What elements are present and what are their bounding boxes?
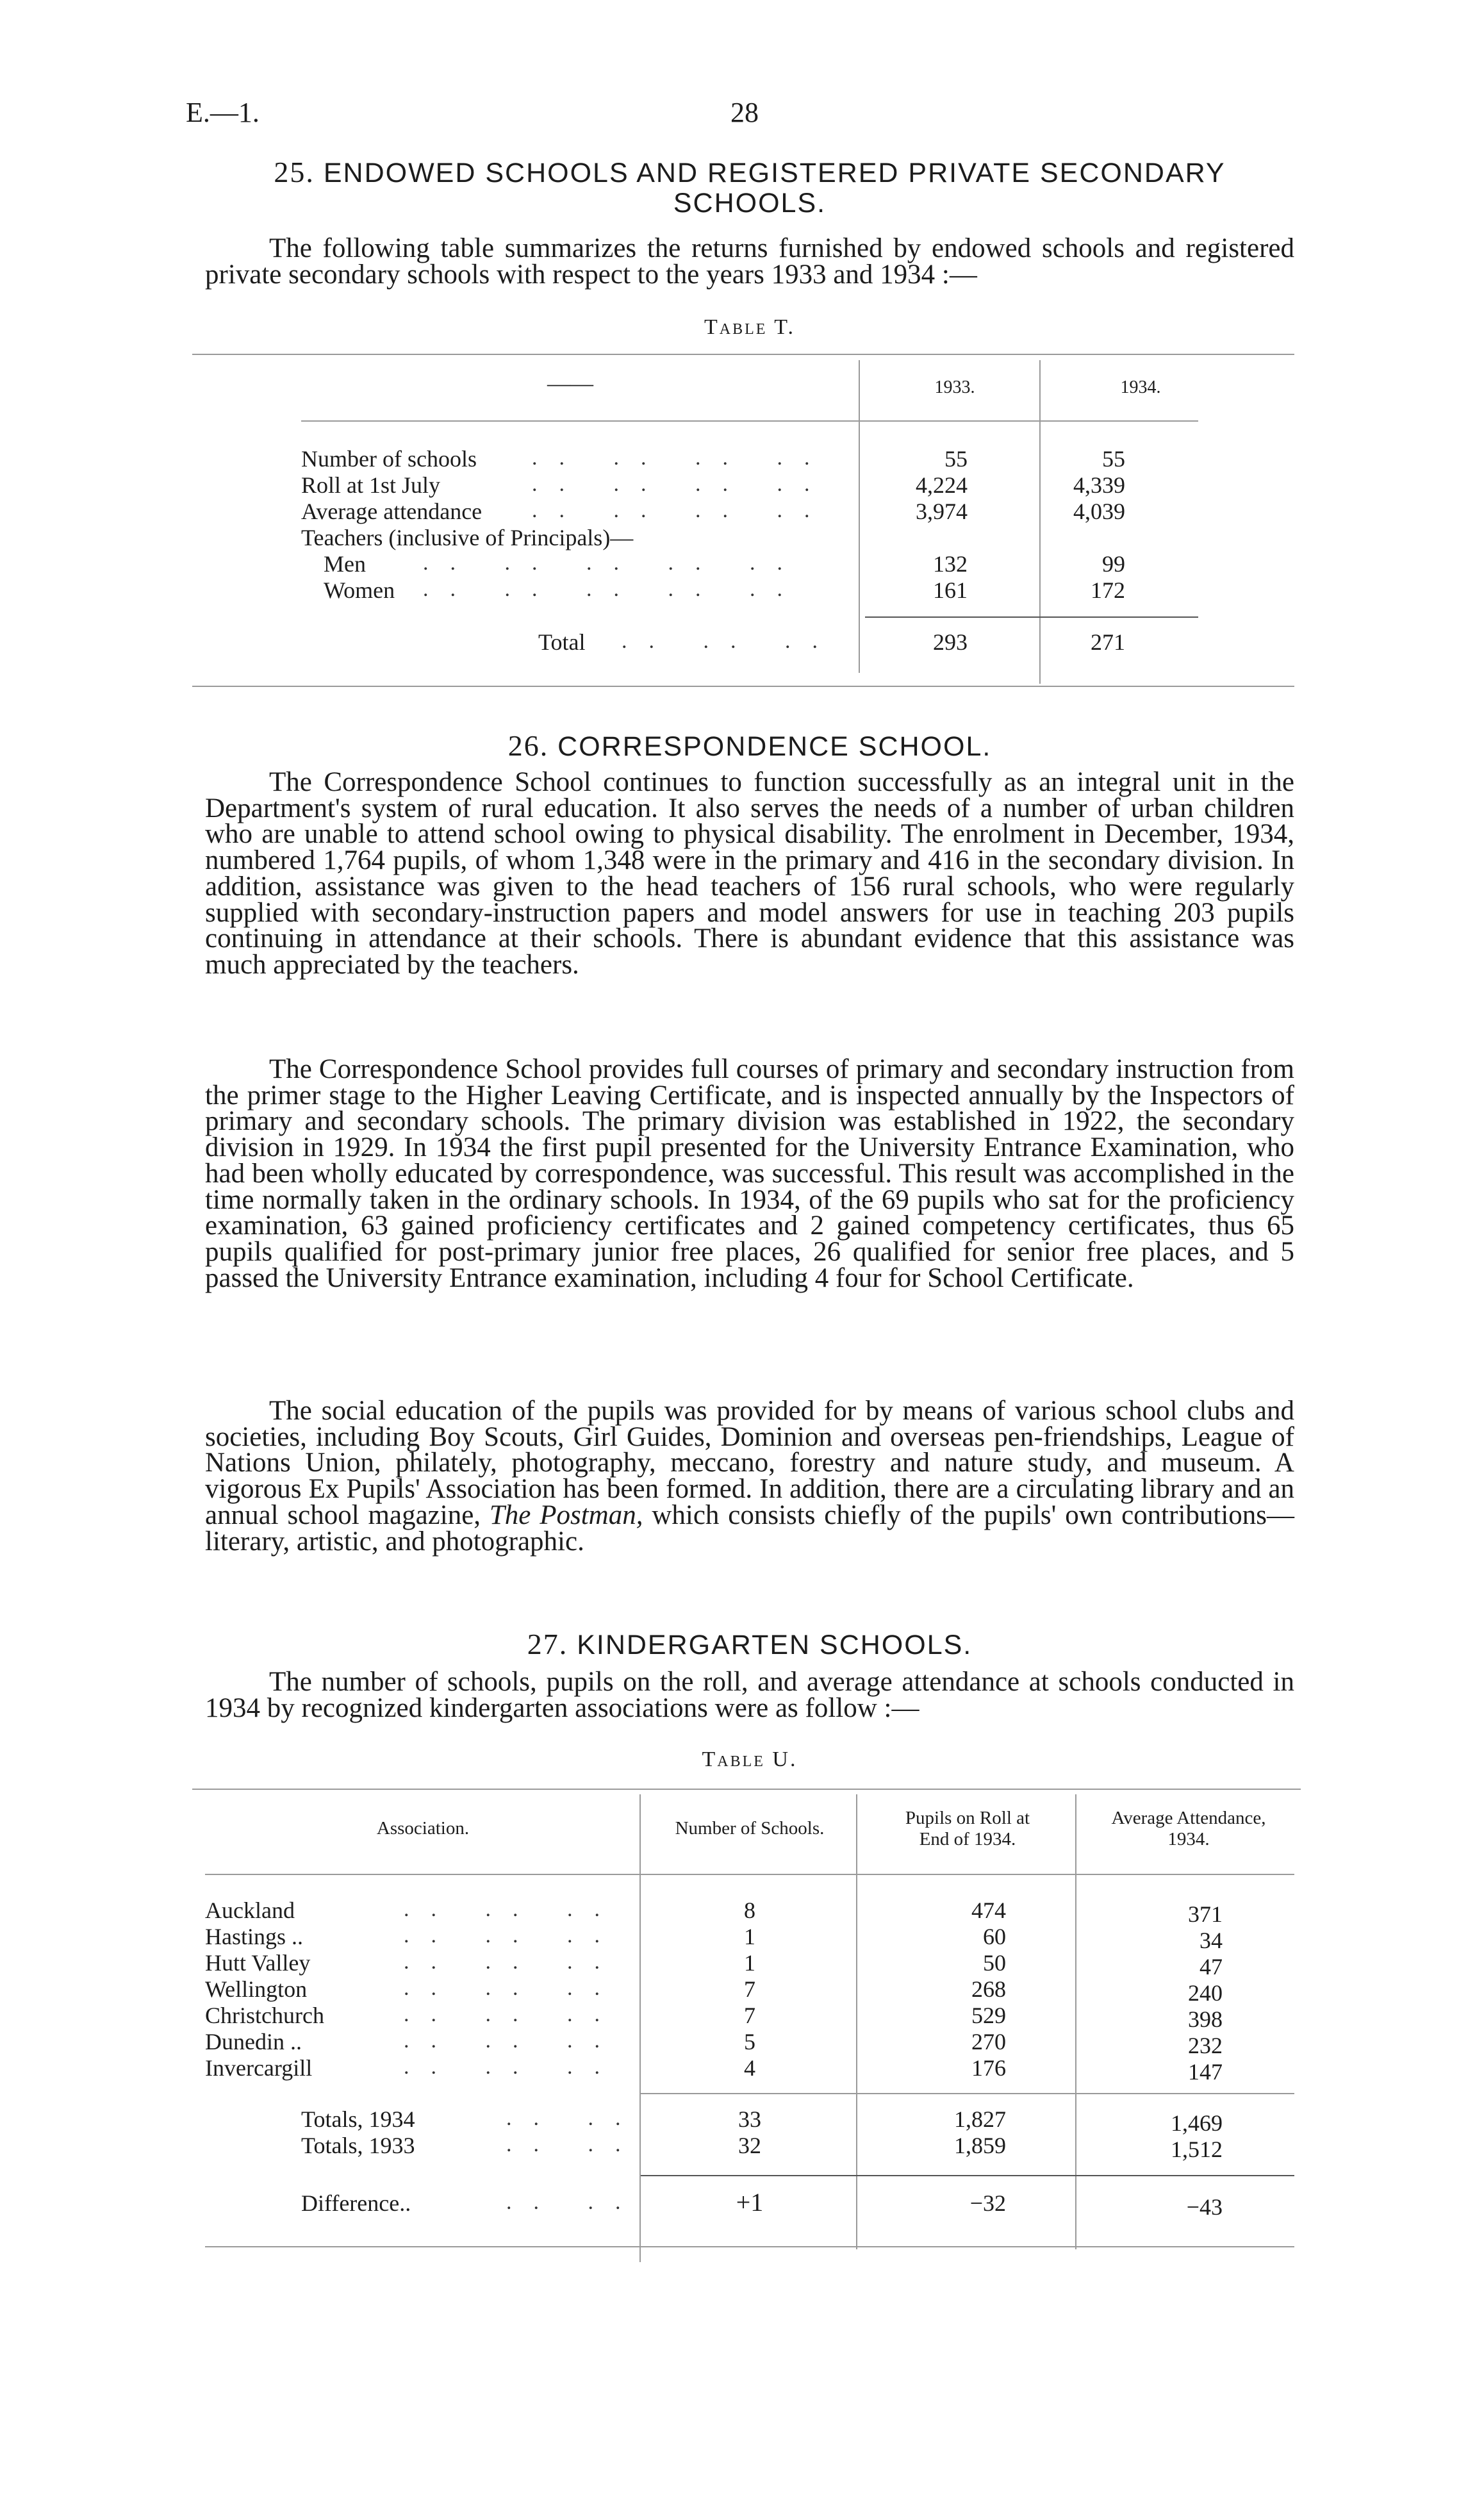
table-u-cell: 7 [744,2003,755,2028]
table-u-cell: 147 [1188,2059,1223,2085]
table-t-col-1933-header: 1933. [934,377,975,397]
page-number: 28 [730,97,759,128]
table-u-association-name: Hastings .. [205,1924,303,1949]
section-26-paragraph-1: The Correspondence School continues to function successfully as an integral unit in the Department's system of rural education. It also serves the needs of a number of urban children who are unable to attend school owing to physical disability. The enrolment in December, 1934, numbered 1,764 pupils, of whom 1,348 were in the primary and 416 in the secondary division. In addition, assistance was given to the head teachers of 156 rural schools, who were regularly supplied with secondary-instruction papers and model answers for use in teaching 203 pupils continuing in attendance at their schools. There is abundant evidence that this assistance was much appreciated by the teachers. [205,767,1294,980]
table-u-cell: 270 [971,2029,1006,2054]
table-t-row-label: Women [324,577,395,603]
table-t-cell: 55 [944,446,968,472]
table-u-cell: 4 [744,2055,755,2081]
table-u-cell: 47 [1200,1954,1223,1980]
table-u-cell: 33 [738,2106,761,2132]
table-t-total-label: Total [538,629,586,655]
section-26-paragraph-2: The Correspondence School provides full courses of primary and secondary instruction from the primer stage to the Higher Leaving Certificate, and is inspected annually by the Inspectors of primary and secondary schools. The primary division was established in 1922, the secondary division in 1929. In 1934 the first pupil presented for the University Entrance Examination, who had been wholly educated by correspondence, was successful. This result was accomplished in the time normally taken in the ordinary schools. In 1934, of the 69 pupils who sat for the proficiency examination, 63 gained proficiency certificates and 2 gained competency certificates, thus 65 pupils qualified for post-primary junior free places, 26 qualified for senior free places, and 5 passed the University Entrance examination, including 4 four for School Certificate. [205,1054,1294,1293]
table-u-col-schools-header: Number of Schools. [675,1818,825,1839]
table-t-row-label: Teachers (inclusive of Principals)— [301,525,634,550]
table-u-cell: 529 [971,2003,1006,2028]
table-u-association-name: Hutt Valley [205,1950,311,1976]
section-25-number: 25. [274,156,315,188]
section-26-title: CORRESPONDENCE SCHOOL. [557,731,992,762]
section-25-title-line2: SCHOOLS. [673,188,827,219]
table-u-cell: 60 [983,1924,1006,1949]
table-u-cell: 50 [983,1950,1006,1976]
table-u-cell: 398 [1188,2006,1223,2032]
table-u-cell: −32 [969,2190,1006,2216]
table-t-caption: Table T. [704,315,796,339]
section-27-intro: The number of schools, pupils on the roll, and average attendance at schools conducted in 1934 by recognized kindergarten associations were as follow :— [205,1667,1294,1723]
section-26-number: 26. [507,729,549,762]
table-u-association-name: Invercargill [205,2055,313,2081]
table-u-totals-1933-label: Totals, 1933 [301,2133,415,2158]
table-u-totals-1934-label: Totals, 1934 [301,2106,415,2132]
table-u-cell: 1 [744,1924,755,1949]
table-t-col-1934-header: 1934. [1120,377,1161,397]
table-t-cell: 161 [933,577,968,603]
magazine-title: The Postman, [489,1500,643,1530]
section-25-title-line1: ENDOWED SCHOOLS AND REGISTERED PRIVATE SECONDARY [323,158,1226,188]
section-26-paragraph-3: The social education of the pupils was provided for by means of various school clubs and societies, including Boy Scouts, Girl Guides, Dominion and overseas pen-friendships, League of Nations Union, philately, photography, meccano, forestry and nature study, and museum. A vigorous Ex Pupils' Association has been formed. In addition, there are a circulating library and an annual school magazine, The Postman, which consists chiefly of the pupils' own contributions—literary, artistic, and photographic. [205,1396,1295,1557]
table-u-caption: Table U. [702,1748,798,1771]
table-t-cell: 3,974 [916,499,968,524]
table-u-association-name: Auckland [205,1897,295,1923]
series-code: E.—1. [186,97,260,128]
table-u-difference-label: Difference.. [301,2190,411,2216]
table-u-cell: 32 [738,2133,761,2158]
section-27-title: KINDERGARTEN SCHOOLS. [577,1630,973,1660]
table-t-cell: 4,224 [916,472,968,498]
table-u-association-name: Christchurch [205,2003,324,2028]
table-u-cell: 5 [744,2029,755,2054]
table-t-cell: 55 [1102,446,1125,472]
table-u-cell: 1,469 [1171,2110,1223,2136]
table-t-cell: 4,339 [1073,472,1125,498]
table-u-cell: 1,827 [954,2106,1006,2132]
table-u-cell: 1 [744,1950,755,1976]
table-u-association-name: Dunedin .. [205,2029,302,2054]
table-u-cell: +1 [736,2188,764,2217]
table-u-col-attendance-header: Average Attendance, 1934. [1111,1808,1266,1849]
table-t-row-label: Average attendance [301,499,482,524]
table-u-cell: 8 [744,1897,755,1923]
table-u-cell: 232 [1188,2033,1223,2058]
table-u-cell: 176 [971,2055,1006,2081]
table-u-cell: 474 [971,1897,1006,1923]
table-t-row-label: Men [324,551,366,577]
table-u-col-roll-header: Pupils on Roll at End of 1934. [905,1808,1030,1849]
table-t-cell: 99 [1102,551,1125,577]
table-u-cell: 7 [744,1976,755,2002]
table-t-col0-header: —— [547,370,593,396]
table-t-total-1934: 271 [1091,629,1125,655]
section-27-number: 27. [527,1628,568,1660]
section-25-intro: The following table summarizes the returns furnished by endowed schools and registered private secondary schools with respect to the years 1933 and 1934 :— [205,233,1294,290]
table-u-cell: 1,512 [1171,2137,1223,2162]
section-27-heading [205,1629,1294,1660]
table-t-cell: 4,039 [1073,499,1125,524]
document-page: E.—1. 28 25. ENDOWED SCHOOLS AND REGISTERED PRIVATE SECONDARY SCHOOLS. The following table summarizes the returns furnished by endowed schools and registered private secondary schools with respect to the years 1933 and 1934 :— Table T. —— 1933. 1934. Number of schools .. .. .. .. 55 55 Roll at 1st July .. .. .. .. 4,224 4,339 Average attendance .. .. .. .. 3,974 4,039 Teachers (inclusive of Principals)— Men .. .. .. .. .. 132 99 Women .. .. .. .. .. 161 172 Total .. .. .. 293 271 26. CORRESPONDENCE SCHOOL. The Correspondence School continues to function successfully as an integral unit in the Department's system of rural education. It also serves the needs of a number of urban children who are unable to attend school owing to physical disability. The enrolment in December, 1934, numbered 1,764 pupils, of whom 1,348 were in the primary and 416 in the secondary division. In addition, assistance was given to the head teachers of 156 rural schools, who were regularly supplied with secondary-instruction papers and model answers for use in teaching 203 pupils continuing in attendance at their schools. There is abundant evidence that this assistance was much appreciated by the teachers. The Correspondence School provides full courses of primary and secondary instruction from the primer stage to the Higher Leaving Certificate, and is inspected annually by the Inspectors of primary and secondary schools. The primary division was established in 1922, the secondary division in 1929. In 1934 the first pupil presented for the University Entrance Examination, who had been wholly educated by correspondence, was successful. This result was accomplished in the time normally taken in the ordinary schools. In 1934, of the 69 pupils who sat for the proficiency examination, 63 gained proficiency certificates and 2 gained competency certificates, thus 65 pupils qualified for post-primary junior free places, 26 qualified for senior free places, and 5 passed the University Entrance examination, including 4 four for School Certificate. The social education of the pupils was provided for by means of various school clubs and societies, including Boy Scouts, Girl Guides, Dominion and overseas pen-friendships, League of Nations Union, philately, photography, meccano, forestry and nature study, and museum. A vigorous Ex Pupils' Association has been formed. In addition, there are a circulating library and an annual school magazine, The Postman, which consists chiefly of the pupils' own contributions—literary, artistic, and photographic. 27. KINDERGARTEN SCHOOLS. The number of schools, pupils on the roll, and average attendance at schools conducted in 1934 by recognized kindergarten associations were as follow :— Table U. Association. Number of Schools. Pupils on Roll at End of 1934. Average Attendance, 1934. Auckland .. .. .. 8 474 371 Hastings .. .. .. .. 1 60 34 Hutt Valley .. .. .. 1 50 47 Wellington .. .. .. 7 268 240 Christchurch .. .. .. 7 529 398 Dunedin .. .. .. .. 5 270 232 Invercargill .. .. .. 4 176 147 Totals, 1934 .. .. 33 1,827 1,469 Totals, 1933 .. .. 32 1,859 1,512 Difference.. .. .. +1 −32 −43 [0,0,1484,2505]
table-u-cell: 240 [1188,1980,1223,2006]
table-u-cell: −43 [1186,2194,1223,2220]
table-u-cell: 371 [1188,1901,1223,1927]
table-u-cell: 268 [971,1976,1006,2002]
table-u-association-name: Wellington [205,1976,308,2002]
table-u-col-association-header: Association. [376,1818,470,1839]
table-u-cell: 1,859 [954,2133,1006,2158]
section-26-heading [205,731,1294,762]
table-t-row-label: Roll at 1st July [301,472,441,498]
table-t-total-1933: 293 [933,629,968,655]
section-25-heading [205,157,1294,188]
table-t-cell: 172 [1091,577,1125,603]
table-t-cell: 132 [933,551,968,577]
table-u-cell: 34 [1200,1928,1223,1953]
table-t-row-label: Number of schools [301,446,477,472]
